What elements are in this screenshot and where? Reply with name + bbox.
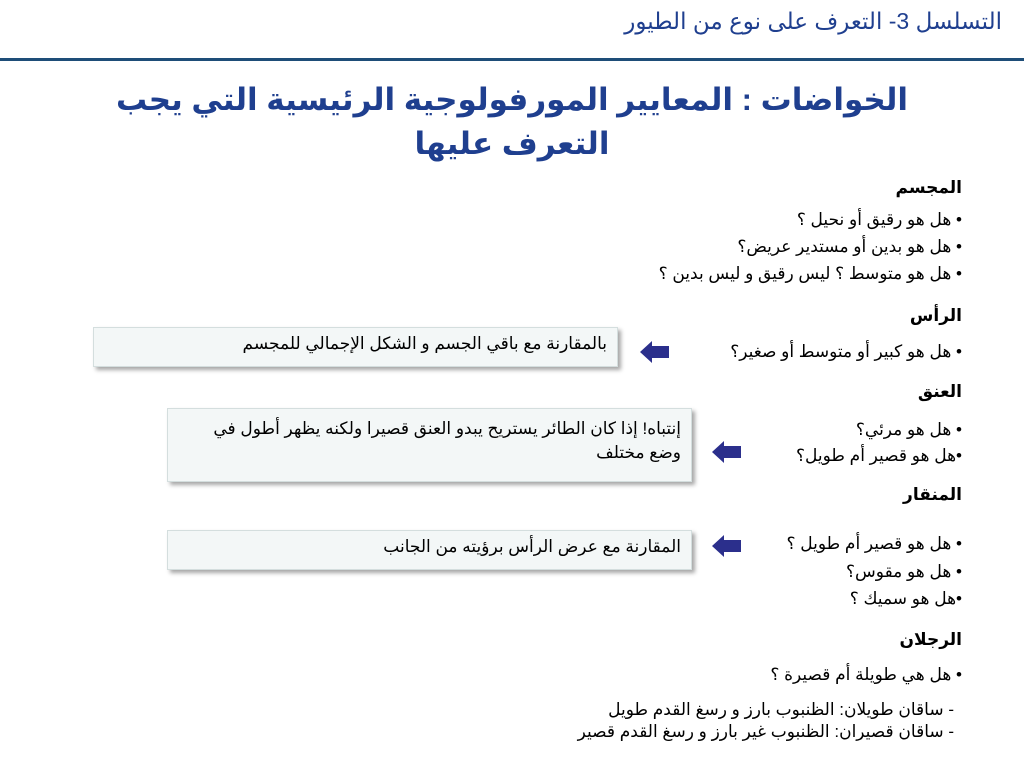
section-heading-body: المجسم <box>895 178 962 197</box>
section-heading-beak: المنقار <box>903 485 962 504</box>
main-title <box>60 78 964 166</box>
bullet-neck-2: •هل هو قصير أم طويل؟ <box>796 446 962 465</box>
bullet-beak-1: • هل هو قصير أم طويل ؟ <box>786 534 962 553</box>
legs-sub-2: - ساقان قصيران: الظنبوب غير بارز و رسغ القدم قصير <box>577 722 954 741</box>
header-divider <box>0 58 1024 61</box>
bullet-body-3: • هل هو متوسط ؟ ليس رقيق و ليس بدين ؟ <box>658 264 962 283</box>
bullet-beak-3: •هل هو سميك ؟ <box>849 589 962 608</box>
bullet-body-1: • هل هو رقيق أو نحيل ؟ <box>796 210 962 229</box>
bullet-neck-1: • هل هو مرئي؟ <box>855 420 962 439</box>
note-neck: إنتباه! إذا كان الطائر يستريح يبدو العنق قصيرا ولكنه يظهر أطول في وضع مختلف <box>167 408 692 482</box>
bullet-body-2: • هل هو بدين أو مستدير عريض؟ <box>737 237 962 256</box>
header-title: التسلسل 3- التعرف على نوع من الطيور <box>624 8 1002 34</box>
section-heading-neck: العنق <box>917 382 962 401</box>
section-heading-head: الرأس <box>909 306 962 325</box>
arrow-left-icon <box>640 341 670 363</box>
arrow-left-icon <box>712 441 742 463</box>
note-head: بالمقارنة مع باقي الجسم و الشكل الإجمالي للمجسم <box>93 327 618 367</box>
bullet-legs-1: • هل هي طويلة أم قصيرة ؟ <box>770 665 962 684</box>
arrow-left-icon <box>712 535 742 557</box>
bullet-beak-2: • هل هو مقوس؟ <box>846 562 962 581</box>
bullet-head-1: • هل هو كبير أو متوسط أو صغير؟ <box>730 342 962 361</box>
main-title-line2: التعرف عليها <box>414 126 610 161</box>
legs-sub-1: - ساقان طويلان: الظنبوب بارز و رسغ القدم طويل <box>608 700 954 719</box>
note-beak: المقارنة مع عرض الرأس برؤيته من الجانب <box>167 530 692 570</box>
main-title-line1: الخواضات : المعايير المورفولوجية الرئيسية التي يجب <box>115 82 909 117</box>
section-heading-legs: الرجلان <box>899 630 962 649</box>
